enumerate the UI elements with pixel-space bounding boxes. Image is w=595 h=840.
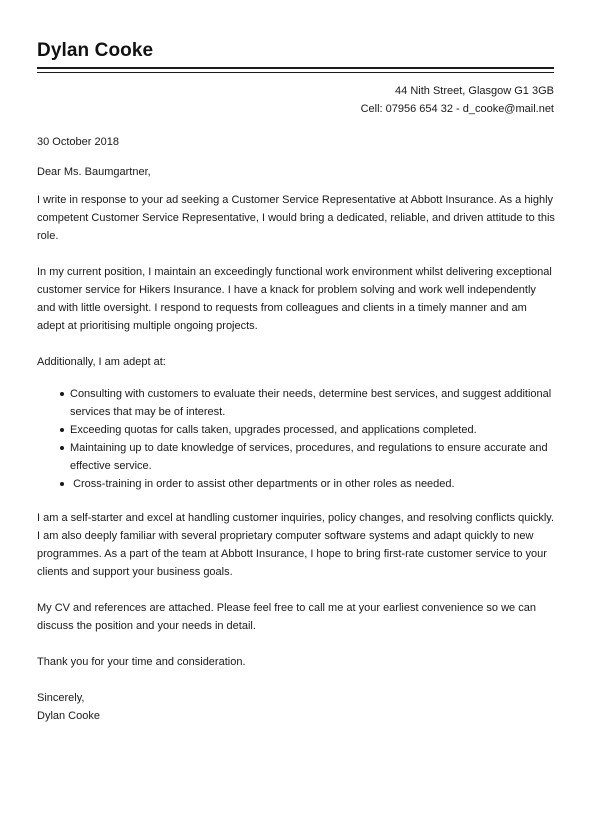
bullet-icon: [60, 482, 64, 486]
list-item-text: Consulting with customers to evaluate their needs, determine best services, and suggest additional services that may be of interest.: [70, 388, 552, 418]
header-divider-thin: [37, 72, 554, 73]
letter-date: 30 October 2018: [37, 136, 119, 148]
bullet-icon: [60, 428, 64, 432]
paragraph-current-position: In my current position, I maintain an exceedingly functional work environment whilst delivering exceptional customer service for Hikers Insurance. I have a knack for problem solving and work well independently and with little oversight. I respond to requests from colleagues and clients in a timely manner and am adept at prioritising multiple ongoing projects.: [37, 266, 552, 332]
list-item: [70, 421, 557, 439]
applicant-name: Dylan Cooke: [37, 40, 154, 61]
closing: Sincerely,: [37, 692, 85, 704]
salutation: Dear Ms. Baumgartner,: [37, 166, 151, 178]
contact-block: [361, 82, 554, 118]
address-line: 44 Nith Street, Glasgow G1 3GB: [395, 85, 554, 97]
list-item-text: Exceeding quotas for calls taken, upgrades processed, and applications completed.: [70, 424, 477, 436]
skills-intro: Additionally, I am adept at:: [37, 356, 166, 368]
signature-name: Dylan Cooke: [37, 710, 100, 722]
list-item: [70, 385, 557, 421]
bullet-icon: [60, 446, 64, 450]
phone-email-line: Cell: 07956 654 32 - d_cooke@mail.net: [360, 103, 554, 115]
list-item-text: Cross-training in order to assist other departments or in other roles as needed.: [70, 478, 455, 490]
list-item: [70, 439, 557, 475]
thanks-line: Thank you for your time and consideration.: [37, 656, 246, 668]
skills-list: [37, 385, 557, 493]
bullet-icon: [60, 392, 64, 396]
paragraph-cv-references: My CV and references are attached. Please feel free to call me at your earliest convenience so we can discuss the position and your needs in detail.: [37, 602, 536, 632]
header-divider-thick: [37, 67, 554, 69]
list-item-text: Maintaining up to date knowledge of services, procedures, and regulations to ensure accurate and effective service.: [70, 442, 548, 472]
letter-body: [37, 133, 557, 725]
paragraph-self-starter: I am a self-starter and excel at handling customer inquiries, policy changes, and resolving conflicts quickly. I am also deeply familiar with several proprietary computer software systems and adapt quickly to new programmes. As a part of the team at Abbott Insurance, I hope to bring first-rate customer service to your clients and support your business goals.: [37, 512, 555, 578]
list-item: [70, 475, 557, 493]
paragraph-opening: I write in response to your ad seeking a Customer Service Representative at Abbott Insurance. As a highly competent Customer Service Representative, I would bring a dedicated, reliable, and driven attitude to this role.: [37, 194, 555, 242]
